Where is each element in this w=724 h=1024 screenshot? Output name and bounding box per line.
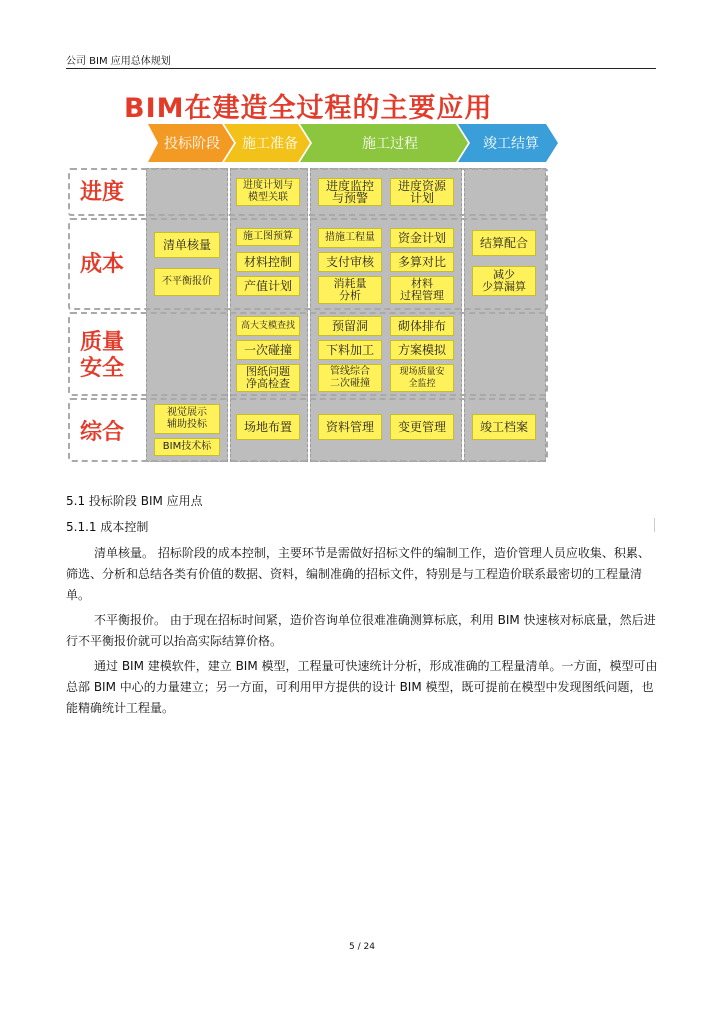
phase-settlement: 竣工结算 xyxy=(483,136,539,152)
tile-plan-simulation: 方案模拟 xyxy=(390,340,454,360)
row-label-general: 综合 xyxy=(80,420,125,445)
tile-visual-display: 视觉展示 辅助投标 xyxy=(154,404,220,434)
row-progress xyxy=(68,168,548,216)
section-heading: 5.1 投标阶段 BIM 应用点 xyxy=(66,494,203,508)
tile-reduce-omissions: 减少 少算漏算 xyxy=(472,266,536,296)
subsection-heading: 5.1.1 成本控制 xyxy=(66,520,149,534)
paragraph-bim-modeling: 通过 BIM 建模软件，建立 BIM 模型，工程量可快速统计分析，形成准确的工程量清单。一方面，模型可由总部 BIM 中心的力量建立；另一方面，可利用甲方提供的设计 BIM 模型，既可提前在模型中发现图纸问题，也能精确统计工程量。 xyxy=(66,659,658,715)
tile-measure-quantity: 措施工程量 xyxy=(318,228,382,248)
tile-cutting-processing: 下料加工 xyxy=(318,340,382,360)
tile-document-management: 资料管理 xyxy=(318,414,382,440)
tile-settlement-support: 结算配合 xyxy=(472,230,536,256)
tile-drawing-clearance: 图纸问题 净高检查 xyxy=(236,364,300,392)
phase-preparation: 施工准备 xyxy=(242,136,298,152)
tile-pipeline-collision: 管线综合 二次碰撞 xyxy=(318,364,382,392)
tile-schedule-model-link: 进度计划与 模型关联 xyxy=(236,178,300,206)
page-number: 5 / 24 xyxy=(349,942,375,952)
tile-site-layout: 场地布置 xyxy=(236,414,300,440)
tile-fund-plan: 资金计划 xyxy=(390,228,454,248)
tile-bim-tech-bid: BIM技术标 xyxy=(154,438,220,456)
tile-formwork-search: 高大支模查找 xyxy=(236,316,300,336)
tile-output-plan: 产值计划 xyxy=(236,276,300,296)
tile-consumption-analysis: 消耗量 分析 xyxy=(318,276,382,304)
page-header: 公司 BIM 应用总体规划 xyxy=(66,56,171,67)
tile-completion-archive: 竣工档案 xyxy=(472,414,536,440)
tile-payment-review: 支付审核 xyxy=(318,252,382,272)
tile-reserved-openings: 预留洞 xyxy=(318,316,382,336)
tile-multi-compare: 多算对比 xyxy=(390,252,454,272)
tile-masonry-layout: 砌体排布 xyxy=(390,316,454,336)
tile-change-management: 变更管理 xyxy=(390,414,454,440)
tile-material-process: 材料 过程管理 xyxy=(390,276,454,304)
tile-progress-resource: 进度资源 计划 xyxy=(390,178,454,206)
row-label-quality-safety: 质量 安全 xyxy=(80,330,125,381)
tile-first-collision: 一次碰撞 xyxy=(236,340,300,360)
tile-progress-monitor: 进度监控 与预警 xyxy=(318,178,382,206)
tile-material-control: 材料控制 xyxy=(236,252,300,272)
tile-site-monitoring: 现场质量安 全监控 xyxy=(390,364,454,392)
phase-bidding: 投标阶段 xyxy=(164,136,220,152)
tile-bill-check: 清单核量 xyxy=(154,232,220,258)
paragraph-unbalanced-quote: 不平衡报价。 由于现在招标时间紧，造价咨询单位很难准确测算标底，利用 BIM 快速核对标底量，然后进行不平衡报价就可以抬高实际结算价格。 xyxy=(66,613,656,648)
header-rule xyxy=(66,68,656,69)
phase-construction: 施工过程 xyxy=(362,136,418,152)
figure-title: BIM在建造全过程的主要应用 xyxy=(124,93,493,124)
row-label-progress: 进度 xyxy=(80,180,125,205)
tile-unbalanced-quote: 不平衡报价 xyxy=(154,268,220,296)
row-label-cost: 成本 xyxy=(80,252,125,277)
paragraph-bill-check: 清单核量。 招标阶段的成本控制，主要环节是需做好招标文件的编制工作，造价管理人员应收集、积累、筛选、分析和总结各类有价值的数据、资料，编制准确的招标文件，特别是与工程造价联系最密切的工程量清单。 xyxy=(66,546,650,602)
margin-mark xyxy=(654,518,655,532)
tile-drawing-budget: 施工图预算 xyxy=(236,228,300,246)
row-quality-safety xyxy=(68,312,548,396)
